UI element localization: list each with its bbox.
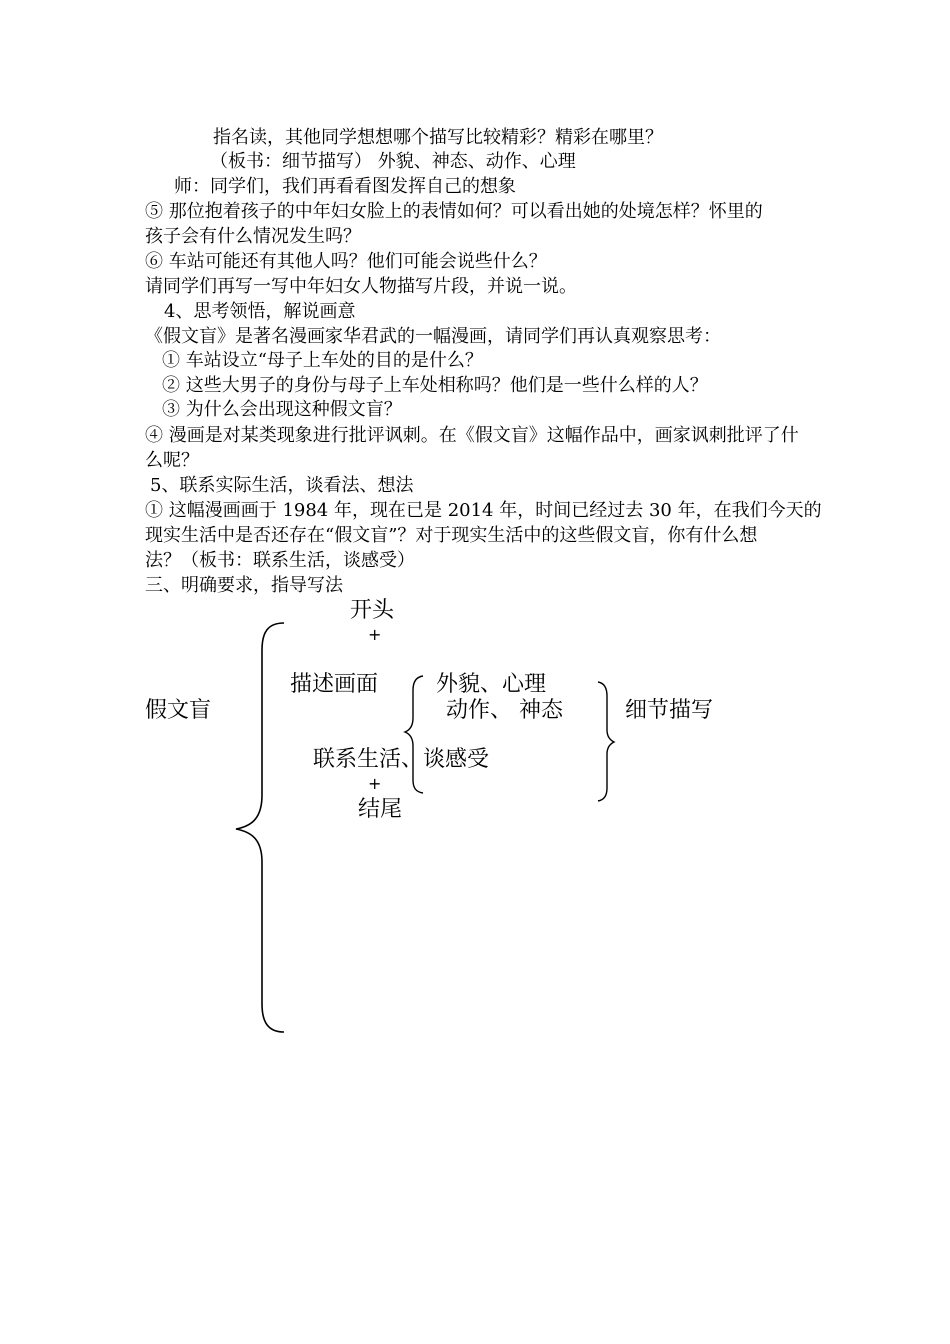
text-line: 师：同学们，我们再看看图发挥自己的想象 xyxy=(174,176,516,197)
text-line: 《假文盲》是著名漫画家华君武的一幅漫画，请同学们再认真观察思考： xyxy=(145,326,721,347)
text-line: 么呢？ xyxy=(145,450,199,471)
right-brace xyxy=(598,682,614,801)
describe-label: 描述画面 xyxy=(290,672,379,697)
question-item: ② 这些大男子的身份与母子上车处相称吗？他们是一些什么样的人？ xyxy=(162,375,708,396)
connect-life-label: 联系生活、谈感受 xyxy=(313,747,490,772)
text-line: ⑥ 车站可能还有其他人吗？他们可能会说些什么？ xyxy=(145,251,547,272)
section-heading: 4、思考领悟，解说画意 xyxy=(164,301,356,322)
diagram-title: 假文盲 xyxy=(145,698,212,723)
text-line: ① 这幅漫画画于 1984 年，现在已是 2014 年，时间已经过去 30 年，在我们今天的 xyxy=(145,500,822,521)
question-item: ③ 为什么会出现这种假文盲？ xyxy=(162,399,402,420)
text-line: （板书：细节描写） 外貌、神态、动作、心理 xyxy=(210,151,576,172)
plus-sign: + xyxy=(368,774,382,793)
section-heading: 5、联系实际生活，谈看法、想法 xyxy=(150,475,414,496)
detail-description-label: 细节描写 xyxy=(625,698,714,723)
text-line: 指名读，其他同学想想哪个描写比较精彩？精彩在哪里？ xyxy=(213,127,663,148)
question-item: ① 车站设立“母子上车处的目的是什么？ xyxy=(162,350,483,371)
text-line: 现实生活中是否还存在“假文盲”？对于现实生活中的这些假文盲，你有什么想 xyxy=(145,525,758,546)
plus-sign: + xyxy=(368,625,382,644)
large-brace xyxy=(236,623,284,1032)
opening-label: 开头 xyxy=(350,598,395,623)
section-heading: 三、明确要求，指导写法 xyxy=(145,575,343,596)
detail-items-line2: 动作、 神态 xyxy=(446,698,563,723)
text-line: ⑤ 那位抱着孩子的中年妇女脸上的表情如何？可以看出她的处境怎样？怀里的 xyxy=(145,201,763,222)
text-line: 法？（板书：联系生活，谈感受） xyxy=(145,550,415,571)
inner-brace xyxy=(405,676,423,793)
ending-label: 结尾 xyxy=(358,797,403,822)
detail-items-line1: 外貌、心理 xyxy=(436,672,547,697)
text-line: 孩子会有什么情况发生吗？ xyxy=(145,226,361,247)
question-item: ④ 漫画是对某类现象进行批评讽刺。在《假文盲》这幅作品中，画家讽刺批评了什 xyxy=(145,425,799,446)
text-line: 请同学们再写一写中年妇女人物描写片段，并说一说。 xyxy=(145,276,577,297)
